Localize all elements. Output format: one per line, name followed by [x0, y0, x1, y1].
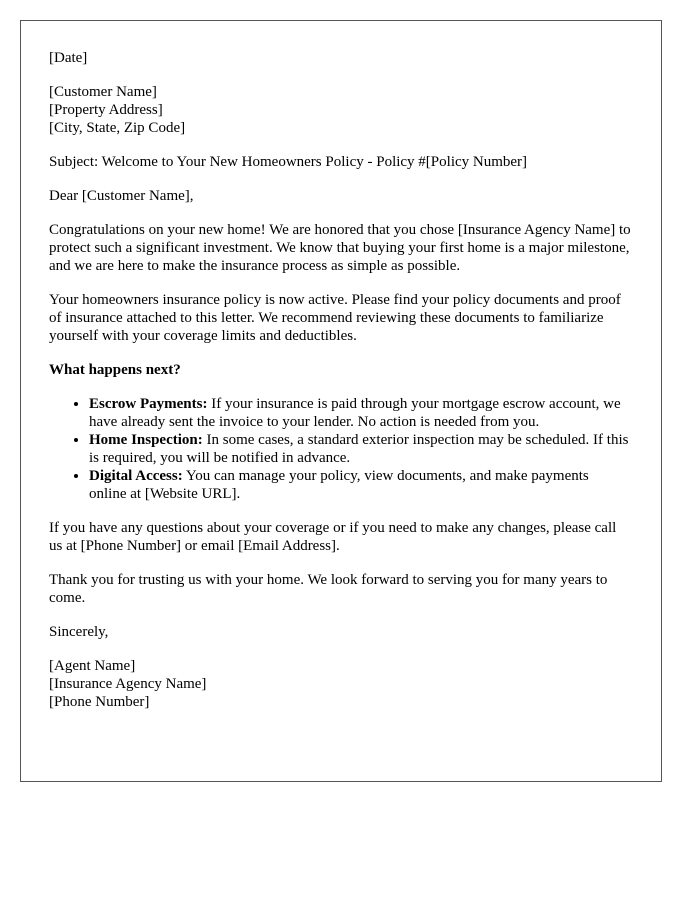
next-steps-list: [49, 395, 633, 503]
letter-paragraph-3: If you have any questions about your coverage or if you need to make any changes, please call us at [Phone Number] or email [Email Address].: [49, 520, 617, 554]
letter-paragraph-2: Your homeowners insurance policy is now active. Please find your policy documents and proof of insurance attached to this letter. We recommend reviewing these documents to familiarize yourself with your coverage limits and deductibles.: [49, 292, 621, 344]
letter-closing: Sincerely,: [49, 624, 109, 640]
signature-phone: [Phone Number]: [49, 694, 150, 710]
letter-subject: Subject: Welcome to Your New Homeowners Policy - Policy #[Policy Number]: [49, 154, 528, 170]
next-steps-heading: What happens next?: [49, 362, 181, 378]
signature-agent-name: [Agent Name]: [49, 658, 136, 674]
letter-page: [20, 20, 662, 782]
letter-paragraph-1: Congratulations on your new home! We are honored that you chose [Insurance Agency Name] to protect such a significant investment. We know that buying your first home is a major milestone, and we are here to make the insurance process as simple as possible.: [49, 222, 631, 274]
letter-paragraph-4: Thank you for trusting us with your home. We look forward to serving you for many years to come.: [49, 572, 608, 606]
letter-date: [Date]: [49, 50, 88, 66]
list-item: [89, 467, 633, 503]
list-item-title: Digital Access:: [89, 468, 183, 484]
list-item-title: Home Inspection:: [89, 432, 203, 448]
list-item-title: Escrow Payments:: [89, 396, 208, 412]
list-item: [89, 395, 633, 431]
recipient-address: [Property Address]: [49, 102, 163, 118]
list-item-text: In some cases, a standard exterior inspection may be scheduled. If this is required, you will be notified in advance.: [89, 432, 629, 466]
list-item-text: If your insurance is paid through your mortgage escrow account, we have already sent the invoice to your lender. No action is needed from you.: [89, 396, 621, 430]
recipient-city-state-zip: [City, State, Zip Code]: [49, 120, 186, 136]
signature-block: [49, 657, 633, 711]
recipient-block: [49, 83, 633, 137]
signature-agency-name: [Insurance Agency Name]: [49, 676, 207, 692]
letter-salutation: Dear [Customer Name],: [49, 188, 194, 204]
recipient-name: [Customer Name]: [49, 84, 157, 100]
list-item: [89, 431, 633, 467]
list-item-text: You can manage your policy, view documents, and make payments online at [Website URL].: [89, 468, 589, 502]
